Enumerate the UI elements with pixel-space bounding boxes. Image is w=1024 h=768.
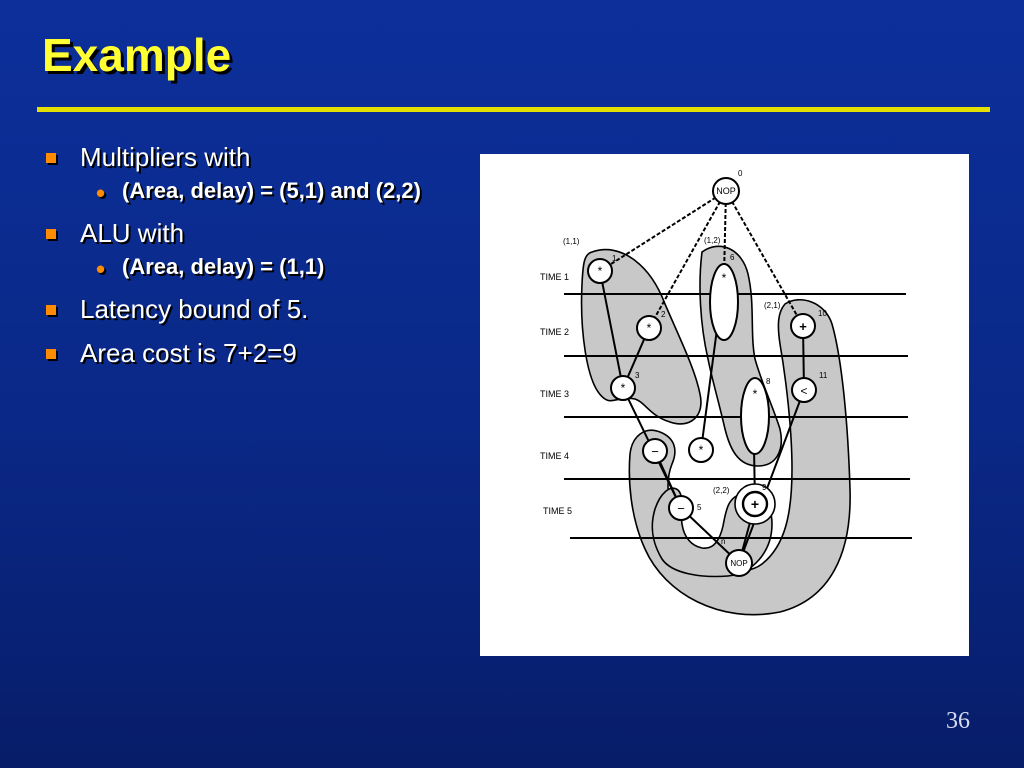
square-bullet-icon: [46, 153, 56, 163]
resource-label: (2,2): [713, 486, 730, 495]
time-label: TIME 3: [540, 389, 570, 399]
svg-text:*: *: [752, 387, 758, 401]
bullet-list: [40, 140, 470, 380]
node-0: [713, 169, 743, 204]
bullet-text: Area cost is 7+2=9: [80, 338, 297, 368]
page-number: 36: [946, 708, 970, 734]
time-label: TIME 1: [540, 272, 570, 282]
node-7: [689, 438, 713, 462]
svg-text:*: *: [597, 264, 603, 278]
time-label: TIME 4: [540, 451, 570, 461]
svg-text:+: +: [750, 496, 760, 512]
bullet-item: [40, 140, 470, 206]
time-label: TIME 5: [543, 506, 573, 516]
bullet-item: [40, 216, 470, 282]
slide-title: Example: [42, 29, 232, 81]
square-bullet-icon: [46, 349, 56, 359]
bullet-item: [40, 292, 470, 326]
svg-text:2: 2: [661, 310, 666, 319]
resource-label: (2,1): [764, 301, 781, 310]
sub-bullet-text: (Area, delay) = (5,1) and (2,2): [122, 178, 421, 203]
node-4: [643, 439, 667, 463]
svg-text:*: *: [698, 443, 704, 457]
svg-text:n: n: [721, 537, 726, 546]
square-bullet-icon: [46, 305, 56, 315]
svg-text:−: −: [651, 444, 659, 459]
svg-text:*: *: [646, 321, 652, 335]
bullet-item: [40, 336, 470, 370]
svg-text:10: 10: [818, 309, 827, 318]
svg-text:9: 9: [762, 483, 767, 492]
sub-bullet-text: (Area, delay) = (1,1): [122, 254, 325, 279]
svg-text:NOP: NOP: [716, 186, 736, 196]
svg-text:*: *: [620, 381, 626, 395]
svg-text:NOP: NOP: [730, 559, 748, 568]
square-bullet-icon: [46, 229, 56, 239]
svg-text:6: 6: [730, 253, 735, 262]
svg-text:<: <: [800, 384, 808, 398]
time-label: TIME 2: [540, 327, 570, 337]
svg-text:*: *: [721, 271, 727, 285]
svg-text:8: 8: [766, 377, 771, 386]
sub-bullet-item: [40, 252, 470, 282]
svg-text:5: 5: [697, 503, 702, 512]
sequencing-graph: [480, 154, 969, 656]
sub-bullet-item: [40, 176, 470, 206]
node-9: [735, 483, 775, 524]
svg-text:+: +: [799, 319, 807, 334]
svg-text:0: 0: [738, 169, 743, 178]
svg-text:11: 11: [819, 371, 828, 380]
round-bullet-icon: •: [96, 254, 106, 284]
round-bullet-icon: •: [96, 178, 106, 208]
bullet-text: ALU with: [80, 218, 185, 248]
bullet-text: Multipliers with: [80, 142, 251, 172]
title-underline: [37, 107, 990, 112]
scheduling-diagram: [480, 154, 969, 656]
svg-text:1: 1: [612, 254, 617, 263]
svg-text:−: −: [677, 501, 685, 516]
bullet-text: Latency bound of 5.: [80, 294, 309, 324]
svg-text:3: 3: [635, 371, 640, 380]
resource-label: (1,1): [563, 237, 580, 246]
resource-label: (1,2): [704, 236, 721, 245]
node-5: [669, 496, 702, 520]
